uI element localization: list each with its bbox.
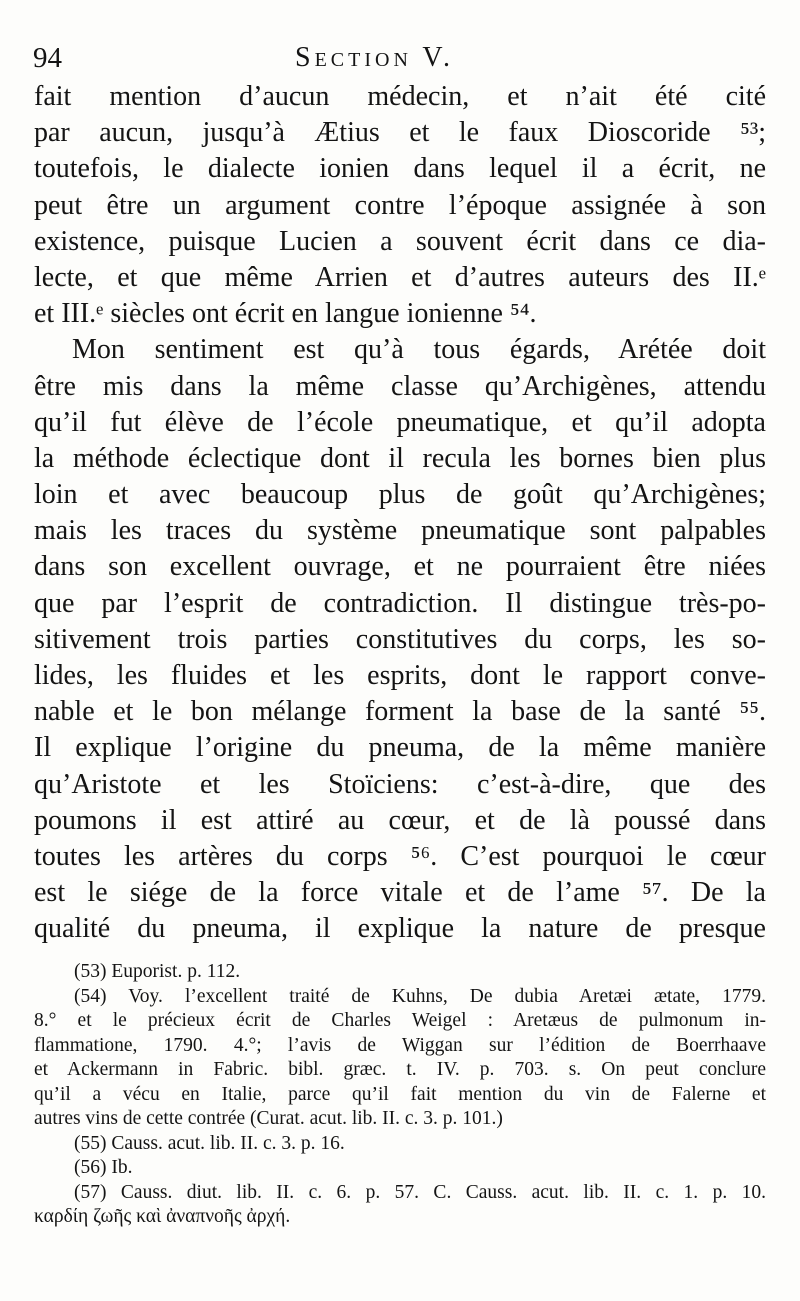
text-line: nable et le bon mélange forment la base de la santé ⁵⁵. xyxy=(34,696,766,728)
text-line: être mis dans la même classe qu’Archigènes, attendu xyxy=(34,370,766,402)
text-line: et III.ᵉ siècles ont écrit en langue ionienne ⁵⁴. xyxy=(34,298,537,330)
text-line: peut être un argument contre l’époque assignée à son xyxy=(34,189,766,221)
text-line: sitivement trois parties constitutives du corps, les so- xyxy=(34,623,766,655)
text-line: toutefois, le dialecte ionien dans lequel il a écrit, ne xyxy=(34,153,766,185)
page-number: 94 xyxy=(33,42,62,74)
text-line: mais les traces du système pneumatique sont palpables xyxy=(34,515,766,547)
footnote-line: (57) Causs. diut. lib. II. c. 6. p. 57. C. Causs. acut. lib. II. c. 1. p. 10. xyxy=(74,1181,766,1203)
footnote-line: 8.° et le précieux écrit de Charles Weigel : Aretæus de pulmonum in- xyxy=(34,1010,766,1031)
text-line: par aucun, jusqu’à Ætius et le faux Dioscoride ⁵³; xyxy=(34,117,766,149)
text-line: est le siége de la force vitale et de l’ame ⁵⁷. De la xyxy=(34,877,766,909)
page-header xyxy=(30,38,770,78)
footnote-line: autres vins de cette contrée (Curat. acut. lib. II. c. 3. p. 101.) xyxy=(34,1108,503,1129)
text-line: qu’il fut élève de l’école pneumatique, et qu’il adopta xyxy=(34,406,766,438)
footnote-line: flammatione, 1790. 4.°; l’avis de Wiggan sur l’édition de Boerrhaave xyxy=(34,1034,766,1056)
footnote-line: (55) Causs. acut. lib. II. c. 3. p. 16. xyxy=(74,1132,345,1154)
footnote-line: et Ackermann in Fabric. bibl. græc. t. IV. p. 703. s. On peut conclure xyxy=(34,1059,766,1080)
footnote-line: (56) Ib. xyxy=(74,1157,133,1178)
text-line: fait mention d’aucun médecin, et n’ait été cité xyxy=(34,81,766,112)
text-line: Il explique l’origine du pneuma, de la même manière xyxy=(34,732,766,764)
footnote-line: qu’il a vécu en Italie, parce qu’il fait mention du vin de Falerne et xyxy=(34,1083,766,1105)
text-line: lecte, et que même Arrien et d’autres auteurs des II.ᵉ xyxy=(34,261,766,293)
text-line: la méthode éclectique dont il recula les bornes bien plus xyxy=(34,442,766,474)
running-head: Section V. xyxy=(295,42,454,73)
footnote-line: (54) Voy. l’excellent traité de Kuhns, De dubia Aretæi ætate, 1779. xyxy=(74,985,766,1007)
text-line: dans son excellent ouvrage, et ne pourraient être niées xyxy=(34,551,766,583)
text-line: qualité du pneuma, il explique la nature de presque xyxy=(34,913,766,945)
footnotes xyxy=(34,960,766,1230)
text-line: toutes les artères du corps ⁵⁶. C’est pourquoi le cœur xyxy=(34,840,766,872)
text-line: poumons il est attiré au cœur, et de là poussé dans xyxy=(34,804,766,836)
text-line: lides, les fluides et les esprits, dont le rapport conve- xyxy=(34,660,766,691)
main-text xyxy=(34,79,766,948)
text-line: que par l’esprit de contradiction. Il distingue très-po- xyxy=(34,587,766,619)
text-line: qu’Aristote et les Stoïciens: c’est-à-dire, que des xyxy=(34,768,766,800)
footnote-line: (53) Euporist. p. 112. xyxy=(74,961,241,982)
text-line: loin et avec beaucoup plus de goût qu’Archigènes; xyxy=(34,479,766,511)
text-line: existence, puisque Lucien a souvent écrit dans ce dia- xyxy=(34,225,766,257)
footnote-line: καρδίη ζωῆς καὶ ἀναπνοῆς ἀρχή. xyxy=(34,1206,291,1227)
text-line: Mon sentiment est qu’à tous égards, Arétée doit xyxy=(72,334,766,366)
